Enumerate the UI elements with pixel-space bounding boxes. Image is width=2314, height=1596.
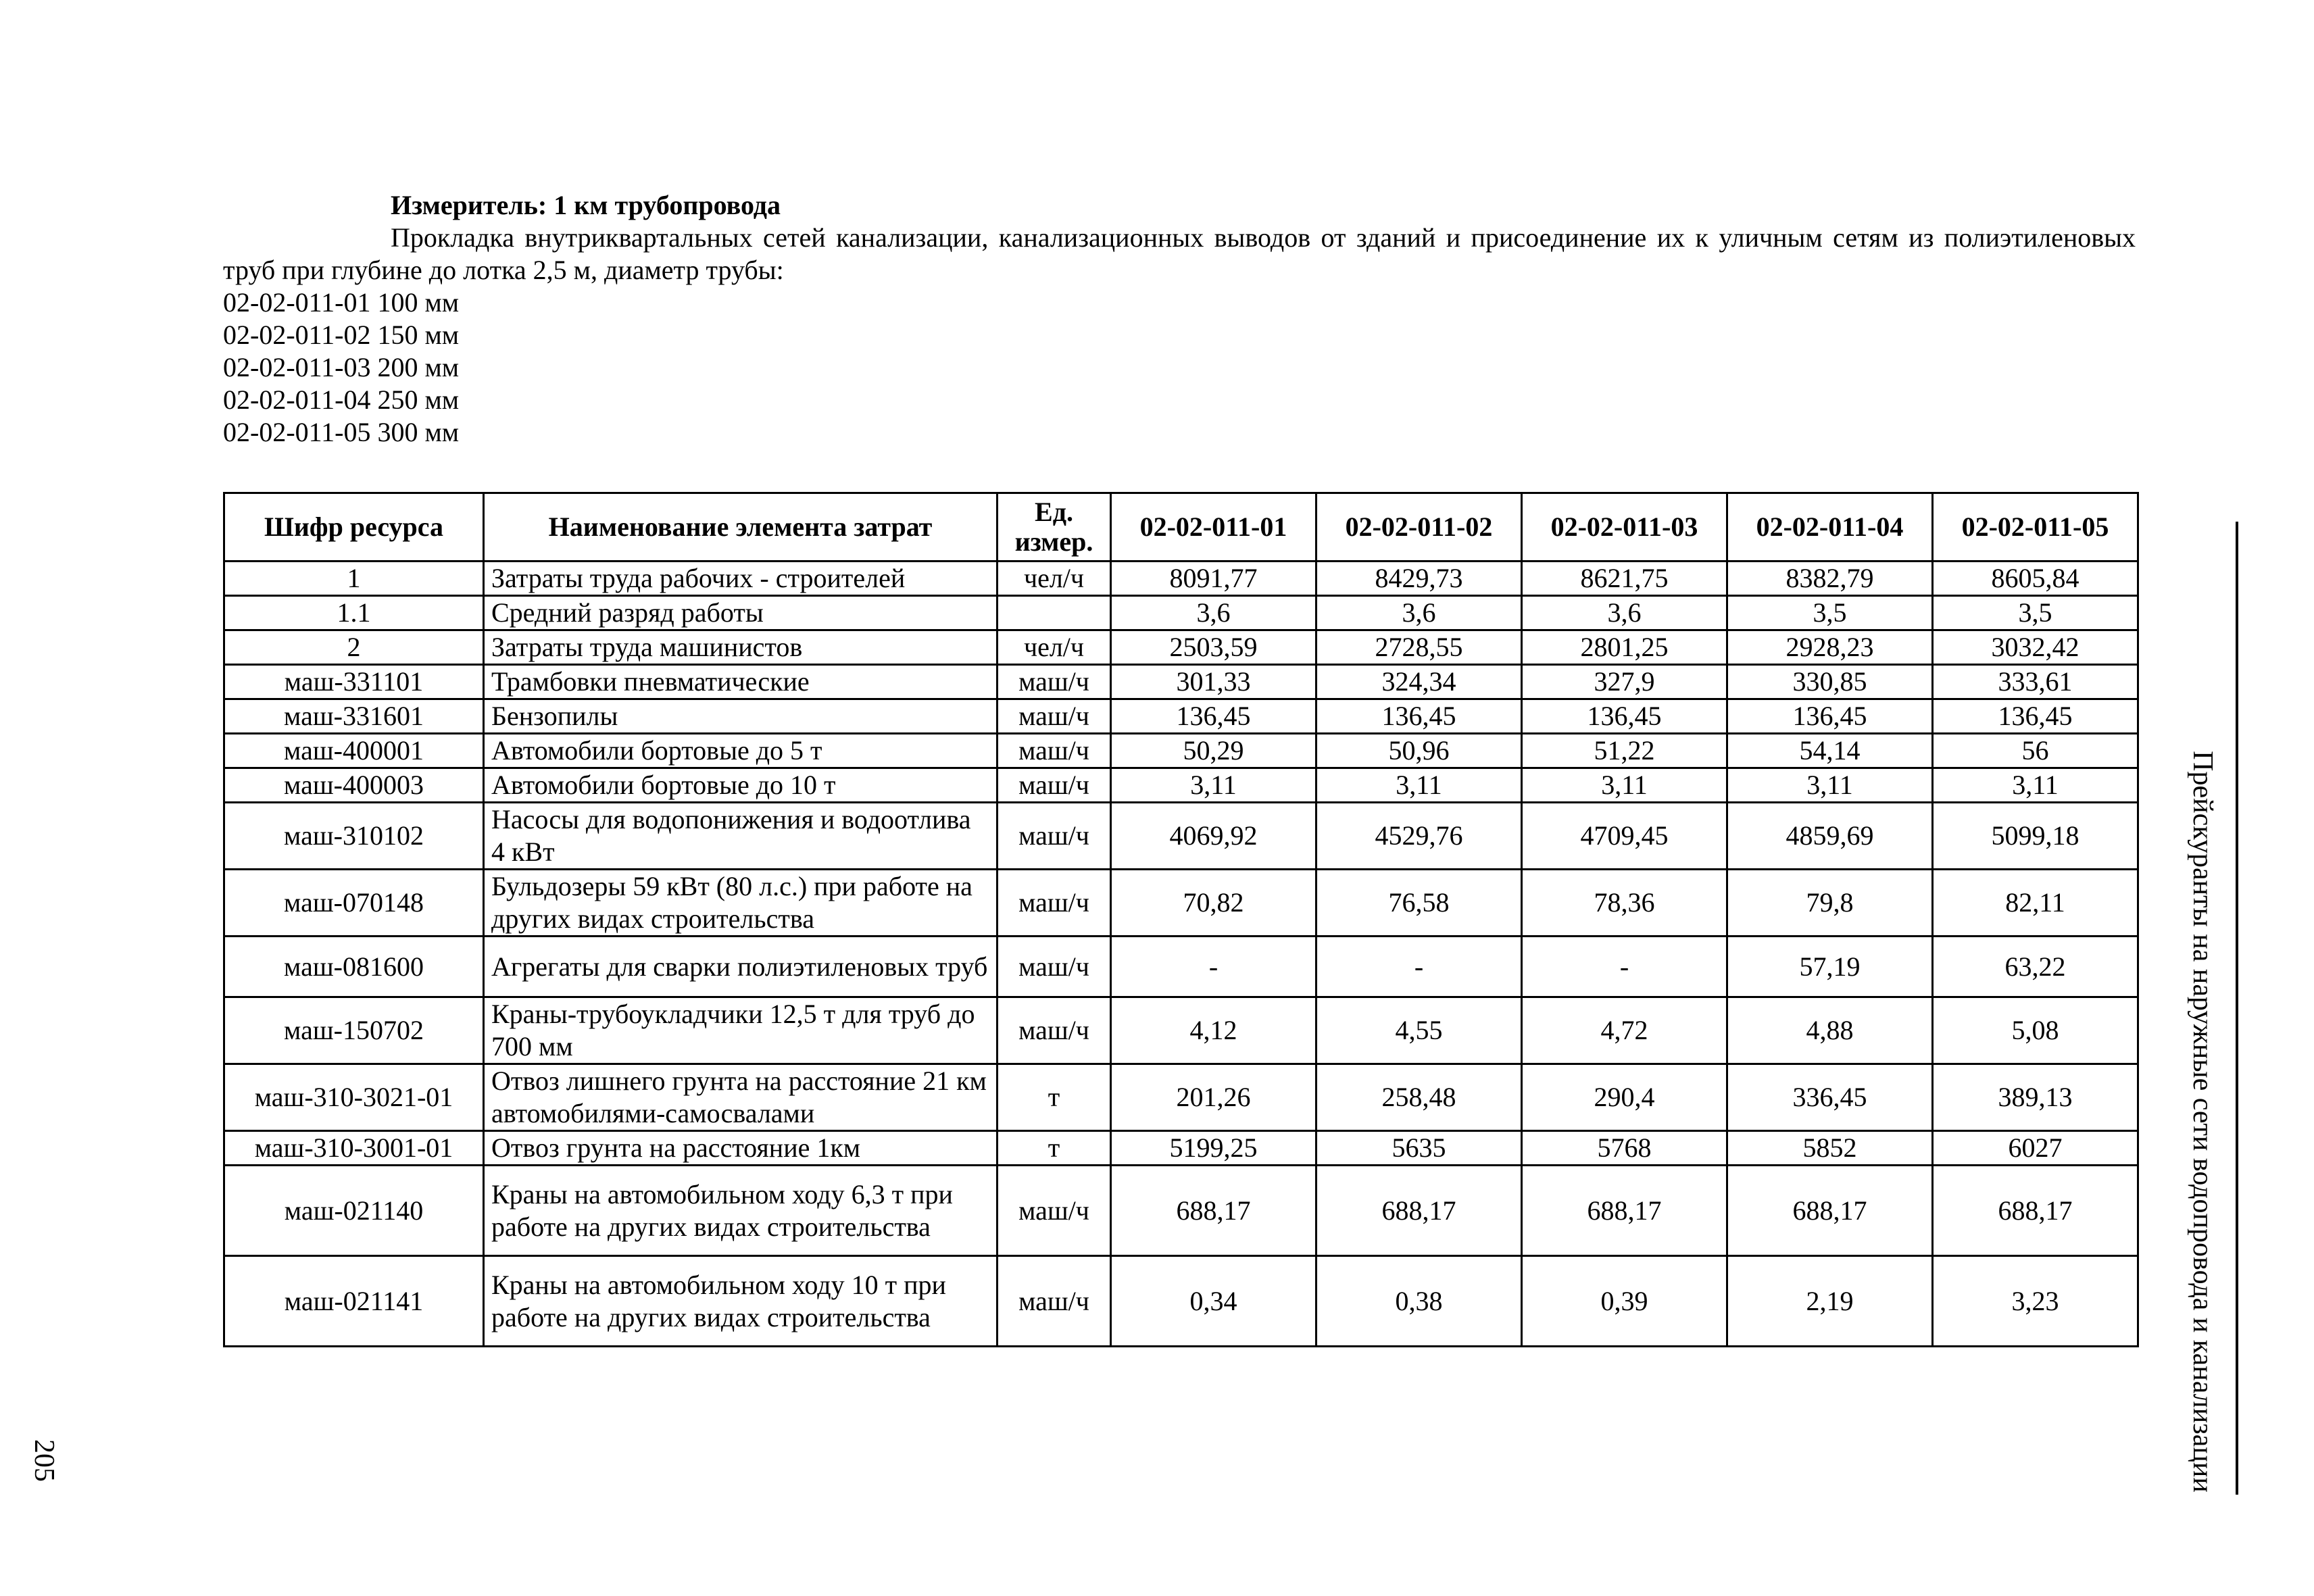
cell-value: 8621,75 bbox=[1522, 562, 1727, 596]
cell-value: 688,17 bbox=[1316, 1166, 1522, 1256]
cell-unit bbox=[998, 596, 1111, 630]
side-rule bbox=[2236, 522, 2238, 1495]
cell-value: - bbox=[1522, 937, 1727, 997]
code-item: 02-02-011-05 300 мм bbox=[223, 417, 460, 447]
cell-value: 3,11 bbox=[1111, 768, 1316, 803]
cell-value: 56 bbox=[1933, 734, 2138, 768]
table-row bbox=[224, 699, 2138, 734]
table-header-row bbox=[224, 493, 2138, 562]
cell-value: 0,38 bbox=[1316, 1256, 1522, 1347]
cell-code: маш-021140 bbox=[224, 1166, 484, 1256]
header-col-2: 02-02-011-02 bbox=[1316, 493, 1522, 562]
cell-unit: чел/ч bbox=[998, 562, 1111, 596]
table-body bbox=[224, 562, 2138, 1347]
table-row bbox=[224, 1256, 2138, 1347]
cell-name: Отвоз грунта на расстояние 1км bbox=[484, 1131, 998, 1166]
cell-code: маш-070148 bbox=[224, 870, 484, 937]
cell-value: 136,45 bbox=[1522, 699, 1727, 734]
cell-code: маш-400001 bbox=[224, 734, 484, 768]
table-row bbox=[224, 596, 2138, 630]
cell-unit: маш/ч bbox=[998, 699, 1111, 734]
cell-value: 2,19 bbox=[1727, 1256, 1933, 1347]
cell-value: 3,23 bbox=[1933, 1256, 2138, 1347]
cell-name: Затраты труда машинистов bbox=[484, 630, 998, 665]
code-item: 02-02-011-03 200 мм bbox=[223, 352, 460, 382]
cell-code: маш-081600 bbox=[224, 937, 484, 997]
cell-value: 54,14 bbox=[1727, 734, 1933, 768]
cell-value: 330,85 bbox=[1727, 665, 1933, 699]
cell-value: 4859,69 bbox=[1727, 803, 1933, 870]
meter-heading: Измеритель: 1 км трубопровода bbox=[391, 190, 781, 220]
cell-name: Краны на автомобильном ходу 10 т при работе на других видах строительства bbox=[484, 1256, 998, 1347]
cell-value: 3,11 bbox=[1727, 768, 1933, 803]
cell-value: 4529,76 bbox=[1316, 803, 1522, 870]
resource-table bbox=[223, 492, 2139, 1347]
cell-value: 8429,73 bbox=[1316, 562, 1522, 596]
cell-value: 3,11 bbox=[1933, 768, 2138, 803]
cell-code: маш-310-3021-01 bbox=[224, 1064, 484, 1131]
cell-value: 688,17 bbox=[1933, 1166, 2138, 1256]
header-name: Наименование элемента затрат bbox=[484, 493, 998, 562]
cell-value: 136,45 bbox=[1316, 699, 1522, 734]
table-row bbox=[224, 1131, 2138, 1166]
cell-value: 2503,59 bbox=[1111, 630, 1316, 665]
table-row bbox=[224, 562, 2138, 596]
cell-value: 4,88 bbox=[1727, 997, 1933, 1064]
cell-value: 51,22 bbox=[1522, 734, 1727, 768]
cell-value: 70,82 bbox=[1111, 870, 1316, 937]
cell-value: 389,13 bbox=[1933, 1064, 2138, 1131]
header-col-3: 02-02-011-03 bbox=[1522, 493, 1727, 562]
code-item: 02-02-011-04 250 мм bbox=[223, 384, 460, 415]
cell-value: 3,5 bbox=[1727, 596, 1933, 630]
table-row bbox=[224, 997, 2138, 1064]
cell-unit: т bbox=[998, 1064, 1111, 1131]
cell-value: 76,58 bbox=[1316, 870, 1522, 937]
cell-value: 8605,84 bbox=[1933, 562, 2138, 596]
cell-unit: маш/ч bbox=[998, 665, 1111, 699]
cell-code: маш-331601 bbox=[224, 699, 484, 734]
cell-value: 82,11 bbox=[1933, 870, 2138, 937]
cell-value: 3,11 bbox=[1522, 768, 1727, 803]
cell-name: Автомобили бортовые до 10 т bbox=[484, 768, 998, 803]
table-row bbox=[224, 870, 2138, 937]
cell-name: Краны-трубоукладчики 12,5 т для труб до 700 мм bbox=[484, 997, 998, 1064]
cell-value: 6027 bbox=[1933, 1131, 2138, 1166]
cell-unit: маш/ч bbox=[998, 1166, 1111, 1256]
cell-value: 4,55 bbox=[1316, 997, 1522, 1064]
header-unit: Ед. измер. bbox=[998, 493, 1111, 562]
cell-code: маш-400003 bbox=[224, 768, 484, 803]
cell-name: Отвоз лишнего грунта на расстояние 21 км автомобилями-самосвалами bbox=[484, 1064, 998, 1131]
cell-unit: маш/ч bbox=[998, 1256, 1111, 1347]
cell-value: 688,17 bbox=[1111, 1166, 1316, 1256]
cell-unit: маш/ч bbox=[998, 997, 1111, 1064]
cell-value: 5635 bbox=[1316, 1131, 1522, 1166]
cell-value: 3032,42 bbox=[1933, 630, 2138, 665]
cell-code: маш-310-3001-01 bbox=[224, 1131, 484, 1166]
cell-value: 2801,25 bbox=[1522, 630, 1727, 665]
cell-value: - bbox=[1111, 937, 1316, 997]
cell-value: 63,22 bbox=[1933, 937, 2138, 997]
cell-value: 201,26 bbox=[1111, 1064, 1316, 1131]
cell-code: маш-331101 bbox=[224, 665, 484, 699]
cell-value: 258,48 bbox=[1316, 1064, 1522, 1131]
cell-code: 1 bbox=[224, 562, 484, 596]
cell-value: 301,33 bbox=[1111, 665, 1316, 699]
cell-name: Средний разряд работы bbox=[484, 596, 998, 630]
cell-value: 688,17 bbox=[1522, 1166, 1727, 1256]
cell-code: маш-021141 bbox=[224, 1256, 484, 1347]
cell-value: 336,45 bbox=[1727, 1064, 1933, 1131]
cell-value: 290,4 bbox=[1522, 1064, 1727, 1131]
cell-value: 688,17 bbox=[1727, 1166, 1933, 1256]
table-row bbox=[224, 937, 2138, 997]
header-code: Шифр ресурса bbox=[224, 493, 484, 562]
cell-value: 79,8 bbox=[1727, 870, 1933, 937]
cell-value: 3,5 bbox=[1933, 596, 2138, 630]
cell-value: 324,34 bbox=[1316, 665, 1522, 699]
cell-value: 136,45 bbox=[1933, 699, 2138, 734]
cell-value: 8091,77 bbox=[1111, 562, 1316, 596]
cell-value: 4709,45 bbox=[1522, 803, 1727, 870]
cell-name: Автомобили бортовые до 5 т bbox=[484, 734, 998, 768]
code-list bbox=[223, 286, 2136, 449]
cell-value: 333,61 bbox=[1933, 665, 2138, 699]
cell-value: 4,12 bbox=[1111, 997, 1316, 1064]
table-row bbox=[224, 1166, 2138, 1256]
cell-value: 5,08 bbox=[1933, 997, 2138, 1064]
cell-name: Насосы для водопонижения и водоотлива 4 кВт bbox=[484, 803, 998, 870]
cell-name: Бензопилы bbox=[484, 699, 998, 734]
cell-code: маш-310102 bbox=[224, 803, 484, 870]
code-item: 02-02-011-01 100 мм bbox=[223, 287, 460, 318]
cell-name: Бульдозеры 59 кВт (80 л.с.) при работе на других видах строительства bbox=[484, 870, 998, 937]
cell-unit: маш/ч bbox=[998, 734, 1111, 768]
table-row bbox=[224, 734, 2138, 768]
cell-unit: маш/ч bbox=[998, 870, 1111, 937]
cell-unit: маш/ч bbox=[998, 803, 1111, 870]
cell-value: 136,45 bbox=[1111, 699, 1316, 734]
cell-unit: т bbox=[998, 1131, 1111, 1166]
work-description: Прокладка внутриквартальных сетей канализации, канализационных выводов от зданий и присоединение их к уличным сетям из полиэтиленовых труб при глубине до лотка 2,5 м, диаметр трубы: bbox=[223, 222, 2136, 285]
cell-value: 50,29 bbox=[1111, 734, 1316, 768]
header-col-5: 02-02-011-05 bbox=[1933, 493, 2138, 562]
cell-value: 5852 bbox=[1727, 1131, 1933, 1166]
cell-unit: маш/ч bbox=[998, 937, 1111, 997]
cell-value: 0,39 bbox=[1522, 1256, 1727, 1347]
table-row bbox=[224, 630, 2138, 665]
cell-value: 3,11 bbox=[1316, 768, 1522, 803]
cell-value: 8382,79 bbox=[1727, 562, 1933, 596]
table-row bbox=[224, 1064, 2138, 1131]
cell-value: 78,36 bbox=[1522, 870, 1727, 937]
cell-value: 5099,18 bbox=[1933, 803, 2138, 870]
cell-code: 2 bbox=[224, 630, 484, 665]
cell-value: 2928,23 bbox=[1727, 630, 1933, 665]
cell-name: Затраты труда рабочих - строителей bbox=[484, 562, 998, 596]
cell-value: 3,6 bbox=[1111, 596, 1316, 630]
cell-value: 2728,55 bbox=[1316, 630, 1522, 665]
cell-value: 3,6 bbox=[1522, 596, 1727, 630]
cell-unit: чел/ч bbox=[998, 630, 1111, 665]
cell-name: Краны на автомобильном ходу 6,3 т при работе на других видах строительства bbox=[484, 1166, 998, 1256]
cell-value: 4069,92 bbox=[1111, 803, 1316, 870]
cell-value: - bbox=[1316, 937, 1522, 997]
cell-code: 1.1 bbox=[224, 596, 484, 630]
cell-unit: маш/ч bbox=[998, 768, 1111, 803]
header-col-4: 02-02-011-04 bbox=[1727, 493, 1933, 562]
document-header bbox=[223, 189, 2136, 449]
table-row bbox=[224, 803, 2138, 870]
cell-value: 0,34 bbox=[1111, 1256, 1316, 1347]
page-number: 205 bbox=[28, 1439, 59, 1482]
header-col-1: 02-02-011-01 bbox=[1111, 493, 1316, 562]
cell-name: Агрегаты для сварки полиэтиленовых труб bbox=[484, 937, 998, 997]
cell-value: 3,6 bbox=[1316, 596, 1522, 630]
side-title: Прейскуранты на наружные сети водопровода и канализации bbox=[2187, 751, 2218, 1493]
cell-value: 50,96 bbox=[1316, 734, 1522, 768]
cell-value: 4,72 bbox=[1522, 997, 1727, 1064]
cell-value: 57,19 bbox=[1727, 937, 1933, 997]
table-row bbox=[224, 768, 2138, 803]
cell-value: 5199,25 bbox=[1111, 1131, 1316, 1166]
cell-value: 327,9 bbox=[1522, 665, 1727, 699]
code-item: 02-02-011-02 150 мм bbox=[223, 320, 460, 350]
cell-code: маш-150702 bbox=[224, 997, 484, 1064]
cell-value: 5768 bbox=[1522, 1131, 1727, 1166]
cell-value: 136,45 bbox=[1727, 699, 1933, 734]
cell-name: Трамбовки пневматические bbox=[484, 665, 998, 699]
table-row bbox=[224, 665, 2138, 699]
